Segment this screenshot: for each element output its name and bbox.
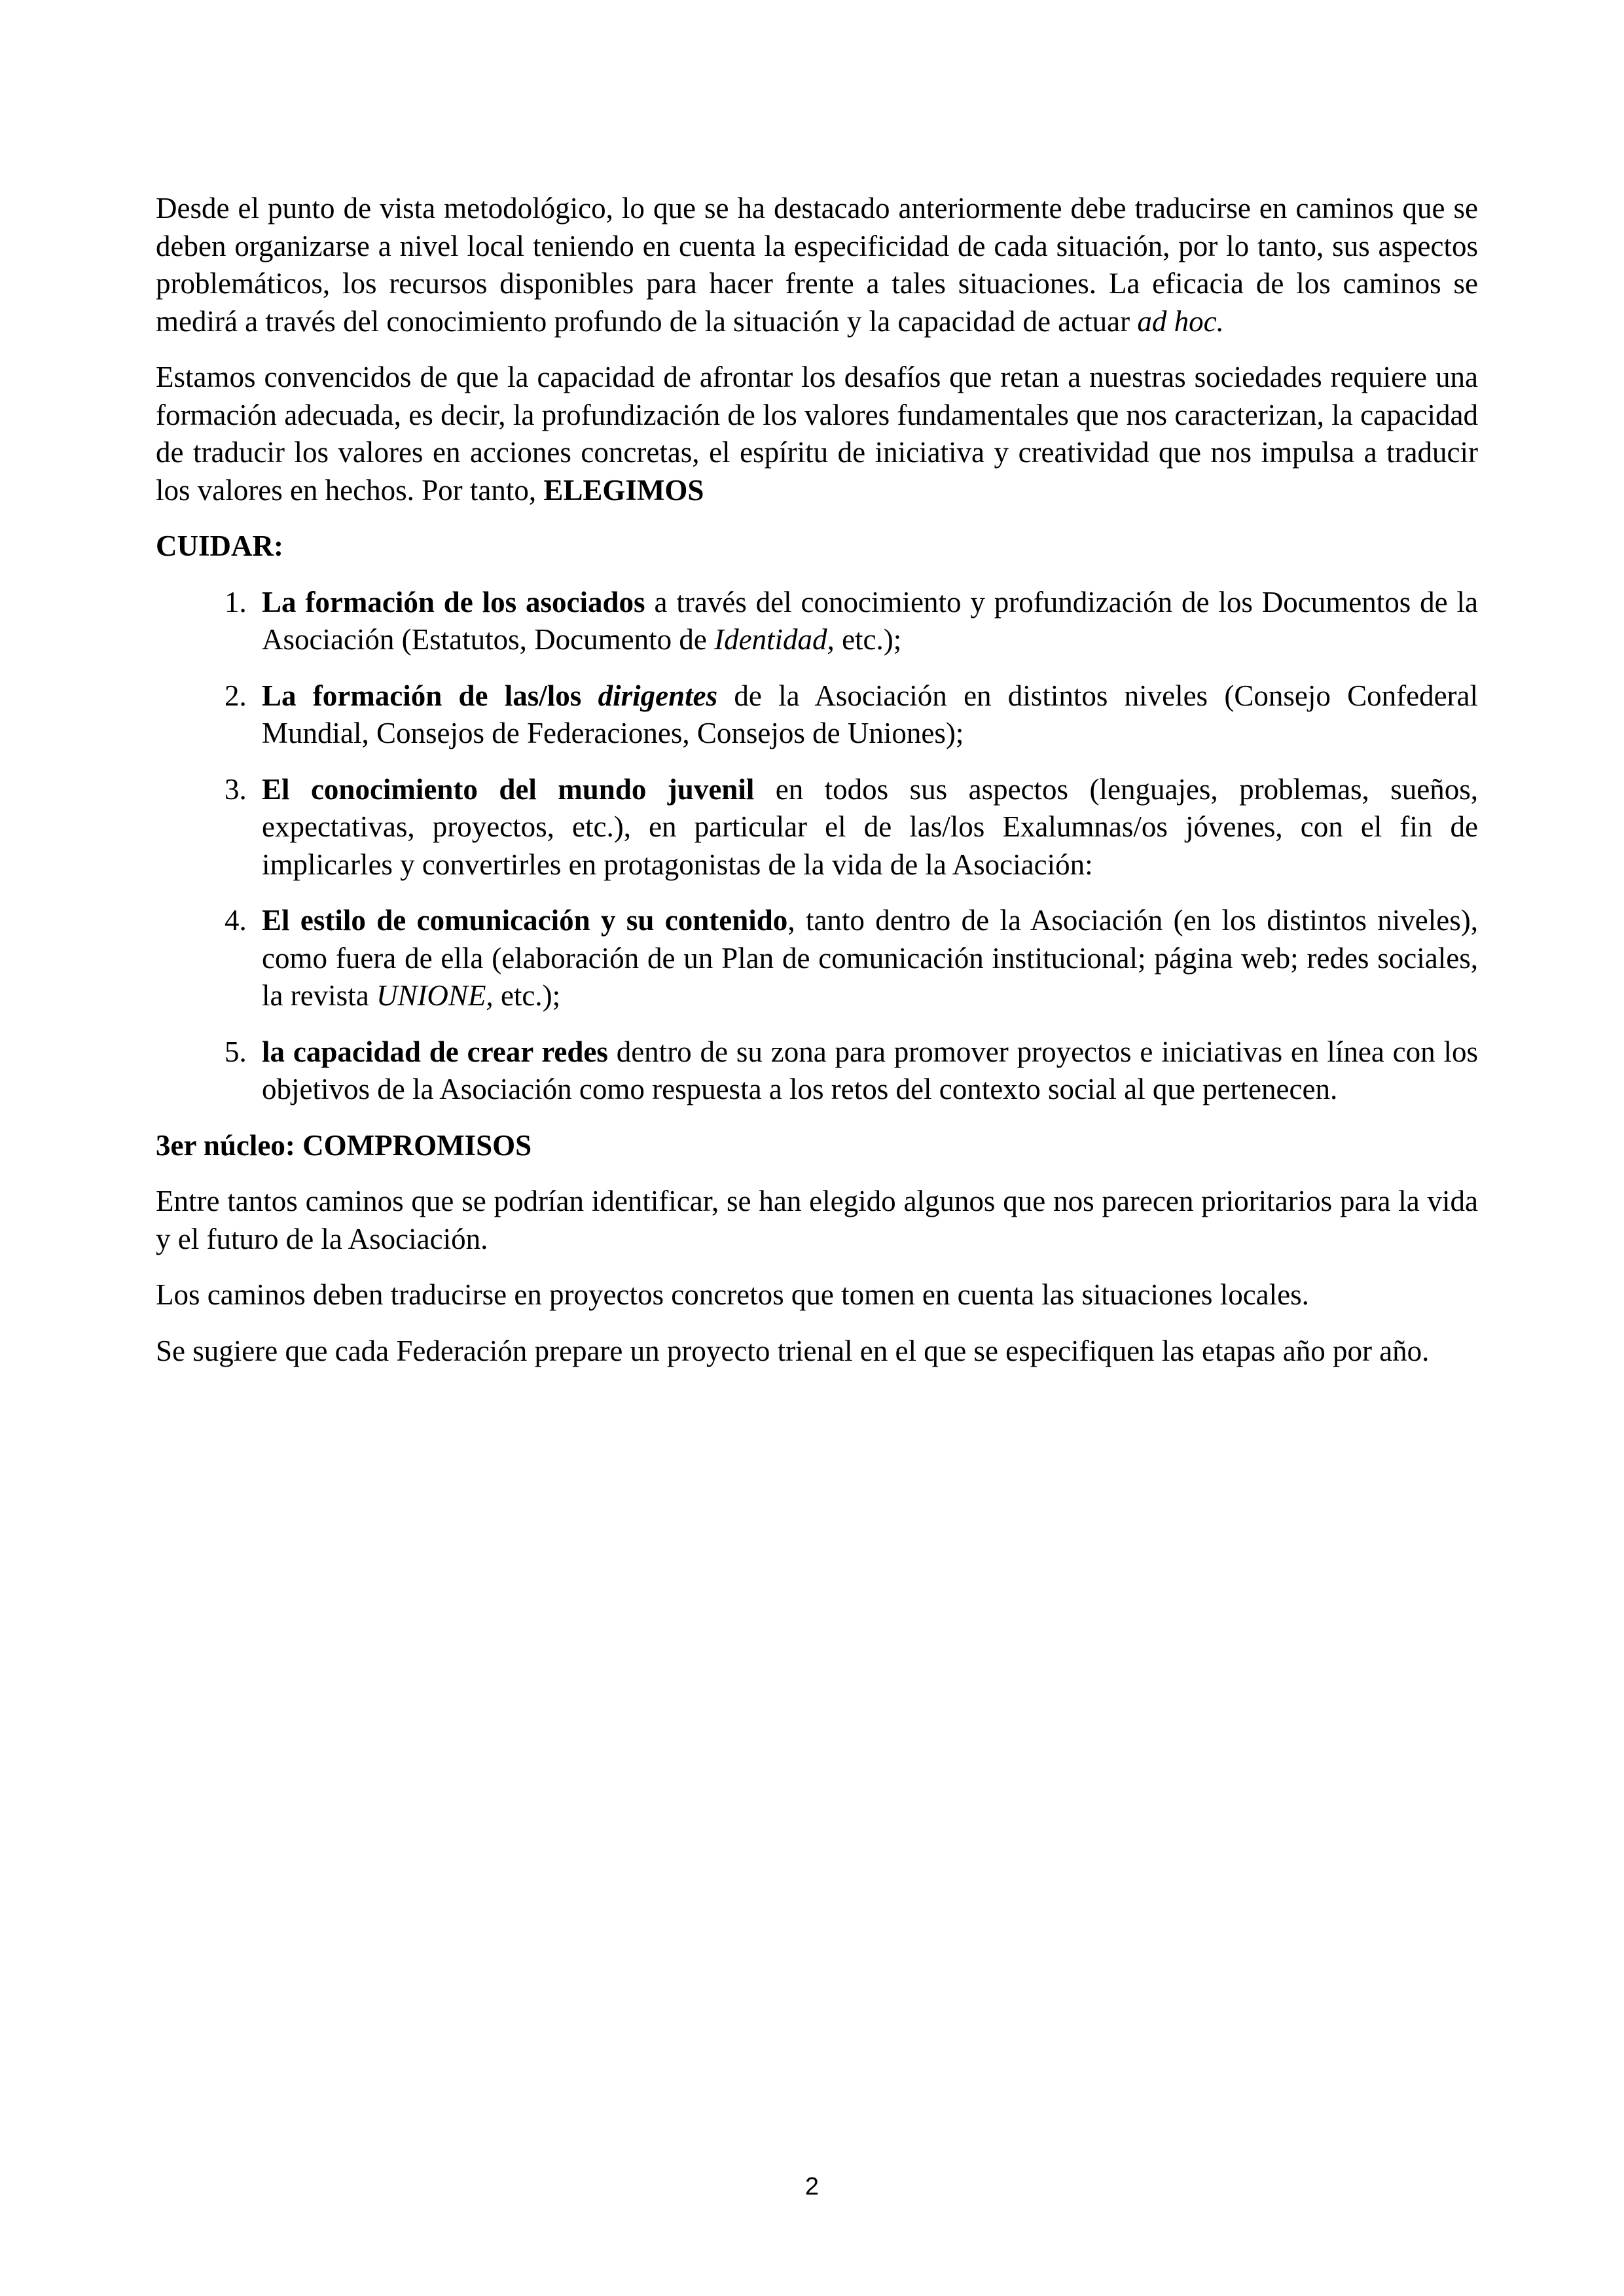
list-item — [254, 1033, 1478, 1109]
paragraph-proyecto-trienal: Se sugiere que cada Federación prepare un proyecto trienal en el que se especifiquen las etapas año por año. — [156, 1334, 1430, 1367]
list-item-bold-italic: dirigentes — [598, 679, 718, 712]
list-item-italic: Identidad, — [714, 623, 835, 656]
list-item — [254, 584, 1478, 659]
paragraph-methodology-italic: ad hoc. — [1137, 304, 1224, 338]
list-item-text-after: etc.); — [493, 979, 561, 1012]
list-item-text: , tanto dentro de la Asociación (en los distintos niveles), como fuera de ella (elaboración de un Plan de comunicación institucional; página web; redes sociales, la revista — [262, 904, 1479, 1012]
paragraph-methodology-text: Desde el punto de vista metodológico, lo que se ha destacado anteriormente debe traducirse en caminos que se deben organizarse a nivel local teniendo en cuenta la especificidad de cada situación, por lo tanto, sus aspectos problemáticos, los recursos disponibles para hacer frente a tales situaciones. La eficacia de los caminos se medirá a través del conocimiento profundo de la situación y la capacidad de actuar — [156, 192, 1478, 338]
paragraph-caminos-prioritarios: Entre tantos caminos que se podrían identificar, se han elegido algunos que nos parecen prioritarios para la vida y el futuro de la Asociación. — [156, 1185, 1478, 1255]
paragraph-convictions-bold: ELEGIMOS — [543, 473, 704, 507]
list-item-bold: La formación de los asociados — [262, 585, 645, 619]
list-item-bold: El conocimiento del mundo juvenil — [262, 772, 755, 806]
paragraph-convictions — [156, 359, 1478, 509]
list-item-bold: la capacidad de crear redes — [262, 1035, 608, 1068]
list-item — [254, 771, 1478, 884]
paragraph-proyectos-concretos: Los caminos deben traducirse en proyectos concretos que tomen en cuenta las situaciones locales. — [156, 1278, 1309, 1311]
paragraph-convictions-text: Estamos convencidos de que la capacidad de afrontar los desafíos que retan a nuestras sociedades requiere una formación adecuada, es decir, la profundización de los valores fundamentales que nos caracterizan, la capacidad de traducir los valores en acciones concretas, el espíritu de iniciativa y creatividad que nos impulsa a traducir los valores en hechos. Por tanto, — [156, 361, 1478, 507]
heading-cuidar: CUIDAR: — [156, 529, 283, 562]
list-item-italic: UNIONE, — [376, 979, 494, 1012]
list-item-text-after: etc.); — [834, 623, 902, 656]
list-item — [254, 902, 1478, 1015]
list-item-text: a través del conocimiento y profundización de los Documentos de la Asociación (Estatutos, Documento de — [262, 585, 1478, 656]
list-item-text: dentro de su zona para promover proyectos e iniciativas en línea con los objetivos de la Asociación como respuesta a los retos del contexto social al que pertenecen. — [262, 1035, 1478, 1105]
document-body — [156, 190, 1478, 1388]
list-item-bold: El estilo de comunicación y su contenido — [262, 904, 788, 937]
list-item-text: de la Asociación en distintos niveles (Consejo Confederal Mundial, Consejos de Federaciones, Consejos de Uniones); — [262, 679, 1479, 749]
list-item-text: en todos sus aspectos (lenguajes, problemas, sueños, expectativas, proyectos, etc.), en particular el de las/los Exalumnas/os jóvenes, con el fin de implicarles y convertirles en protagonistas de la vida de la Asociación: — [262, 772, 1478, 881]
list-item — [254, 677, 1478, 753]
list-item-bold: La formación de las/los — [262, 679, 598, 712]
page-number: 2 — [804, 2173, 820, 2200]
cuidar-list — [156, 584, 1478, 1109]
paragraph-methodology — [156, 190, 1478, 340]
heading-compromisos: 3er núcleo: COMPROMISOS — [156, 1128, 532, 1162]
